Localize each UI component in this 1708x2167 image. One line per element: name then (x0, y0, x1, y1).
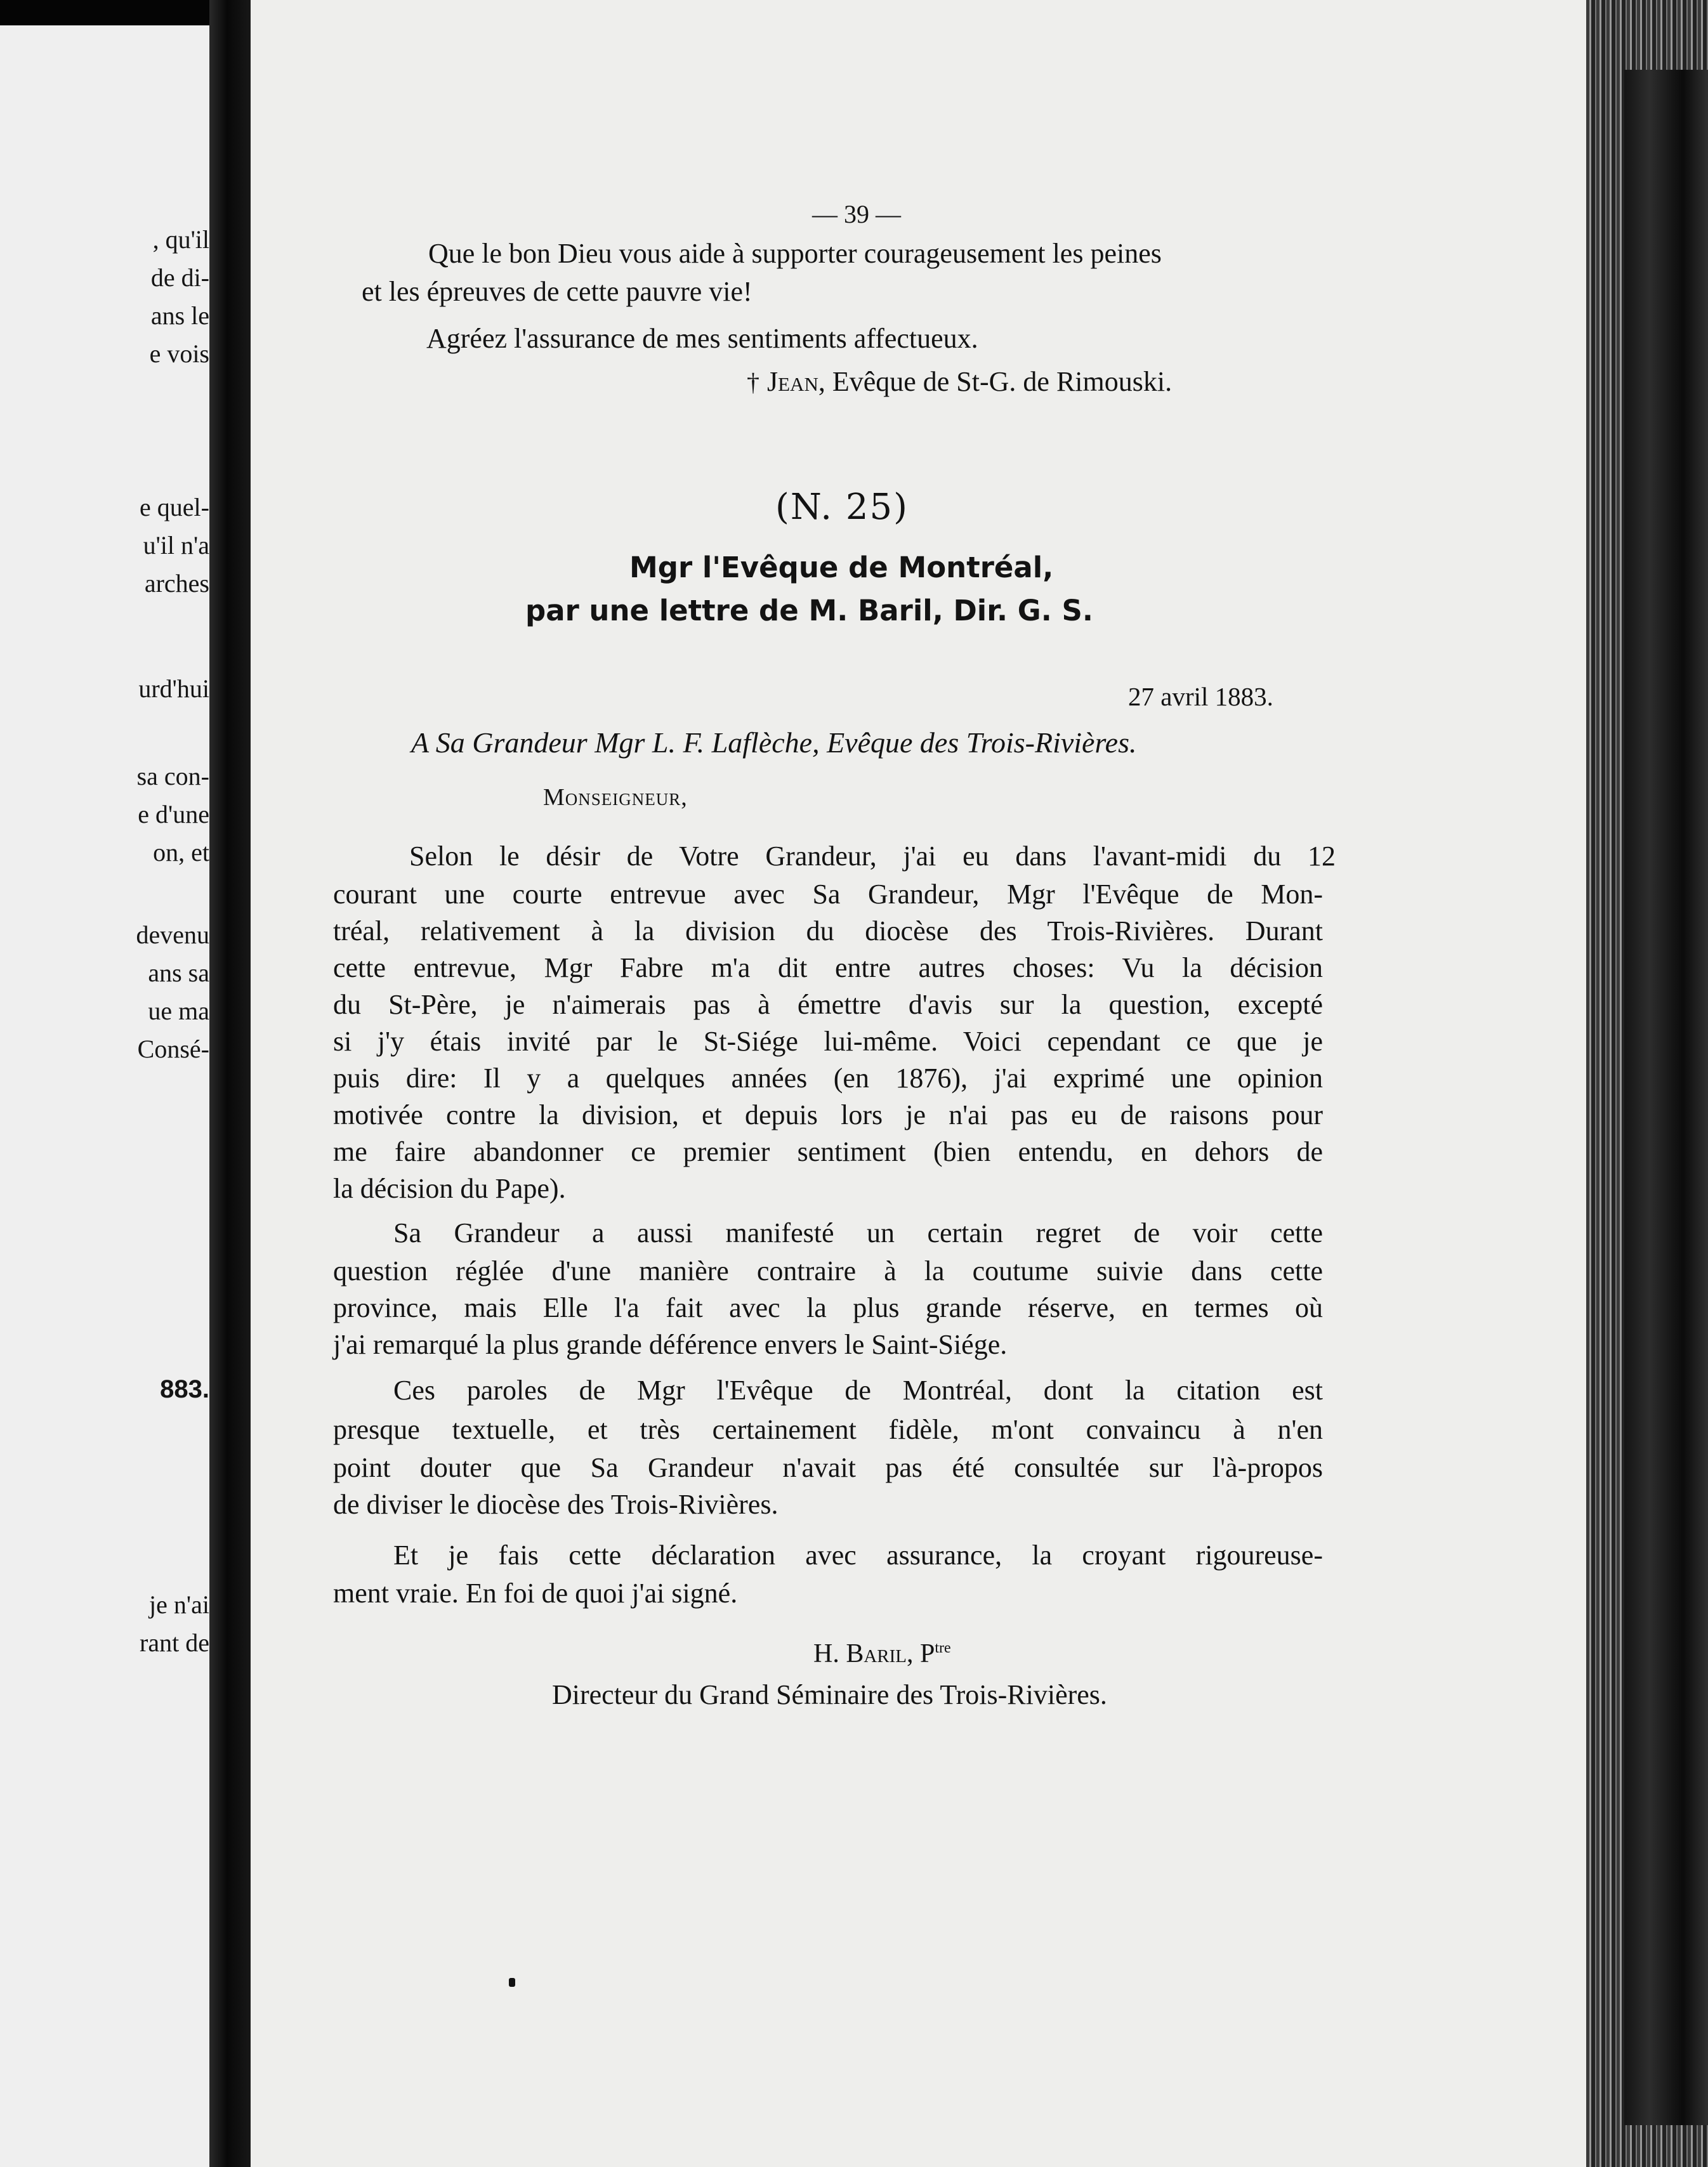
left-line: , qu'il (152, 225, 209, 254)
body-line: Selon le désir de Votre Grandeur, j'ai eu dans l'avant-midi du 12 (409, 841, 1336, 872)
body-line: si j'y étais invité par le St-Siége lui-même. Voici cependant ce que je (333, 1026, 1323, 1057)
heading-line-2: par une lettre de M. Baril, Dir. G. S. (525, 594, 1093, 627)
body-line: province, mais Elle l'a fait avec la plus grande réserve, en termes où (333, 1292, 1323, 1323)
document-number: (N. 25) (775, 487, 909, 528)
body-line: point douter que Sa Grandeur n'avait pas été consultée sur l'à-propos (333, 1452, 1323, 1483)
body-line: courant une courte entrevue avec Sa Grandeur, Mgr l'Evêque de Mon- (333, 879, 1323, 910)
left-line: sa con- (136, 762, 209, 790)
body-line: la décision du Pape). (333, 1173, 566, 1204)
left-line: je n'ai (149, 1590, 209, 1619)
left-line: on, et (153, 838, 209, 867)
body-line: Ces paroles de Mgr l'Evêque de Montréal, dont la citation est (393, 1375, 1323, 1406)
signature-name: Jean, (767, 366, 825, 397)
letter-end-line: Agréez l'assurance de mes sentiments affectueux. (426, 323, 978, 354)
left-line: devenu (136, 920, 209, 949)
left-page-fragment (0, 25, 209, 2167)
body-line: tréal, relativement à la division du diocèse des Trois-Rivières. Durant (333, 915, 1323, 946)
left-line: e vois (149, 339, 209, 368)
heading-line-1: Mgr l'Evêque de Montréal, (629, 551, 1054, 584)
body-line: puis dire: Il y a quelques années (en 1876), j'ai exprimé une opinion (333, 1063, 1323, 1094)
left-line: ans le (150, 301, 209, 330)
signature-title: Evêque de St-G. de Rimouski. (832, 366, 1173, 397)
page-edges-shadow (1624, 70, 1708, 2125)
book-gutter (209, 0, 254, 2167)
left-line: 883. (160, 1375, 209, 1403)
body-line: motivée contre la division, et depuis lors je n'ai pas eu de raisons pour (333, 1099, 1323, 1130)
left-line: rant de (140, 1628, 209, 1657)
left-line: e quel- (140, 493, 209, 521)
body-line: presque textuelle, et très certainement fidèle, m'ont convaincu à n'en (333, 1414, 1323, 1445)
letter-end-signature (747, 368, 1172, 396)
letter-date: 27 avril 1883. (1128, 682, 1273, 711)
cross-icon: † (747, 368, 759, 396)
left-line: ans sa (148, 959, 209, 987)
left-line: urd'hui (138, 674, 209, 703)
page-number: — 39 — (812, 200, 901, 228)
signature-surname: Baril, (846, 1639, 914, 1668)
left-line: e d'une (138, 800, 209, 828)
letter-end-line: Que le bon Dieu vous aide à supporter courageusement les peines (428, 238, 1162, 269)
body-line: du St-Père, je n'aimerais pas à émettre d'avis sur la question, excepté (333, 989, 1323, 1020)
body-line: cette entrevue, Mgr Fabre m'a dit entre autres choses: Vu la décision (333, 952, 1323, 983)
signature-role: Directeur du Grand Séminaire des Trois-Rivières. (552, 1679, 1107, 1710)
left-line: u'il n'a (143, 531, 209, 560)
left-line: arches (144, 569, 209, 598)
body-line: question réglée d'une manière contraire à la coutume suivie dans cette (333, 1255, 1323, 1286)
signature-name-line (813, 1640, 951, 1667)
letter-end-line: et les épreuves de cette pauvre vie! (362, 276, 752, 307)
body-line: me faire abandonner ce premier sentiment (bien entendu, en dehors de (333, 1136, 1323, 1167)
signature-title-sup: tre (935, 1640, 951, 1656)
body-line: Et je fais cette déclaration avec assurance, la croyant rigoureuse- (393, 1540, 1323, 1571)
left-line: ue ma (148, 997, 209, 1025)
salutation: Monseigneur, (543, 784, 688, 811)
left-line: de di- (150, 263, 209, 292)
signature-initial: H. (813, 1639, 839, 1668)
body-line: j'ai remarqué la plus grande déférence envers le Saint-Siége. (333, 1329, 1008, 1360)
ink-speck (509, 1978, 515, 1987)
body-line: de diviser le diocèse des Trois-Rivières. (333, 1489, 778, 1520)
body-line: Sa Grandeur a aussi manifesté un certain regret de voir cette (393, 1217, 1323, 1248)
left-line: Consé- (137, 1035, 209, 1063)
body-line: ment vraie. En foi de quoi j'ai signé. (333, 1578, 738, 1609)
addressee: A Sa Grandeur Mgr L. F. Laflèche, Evêque des Trois-Rivières. (411, 726, 1137, 759)
signature-title-abbr: P (920, 1639, 935, 1668)
